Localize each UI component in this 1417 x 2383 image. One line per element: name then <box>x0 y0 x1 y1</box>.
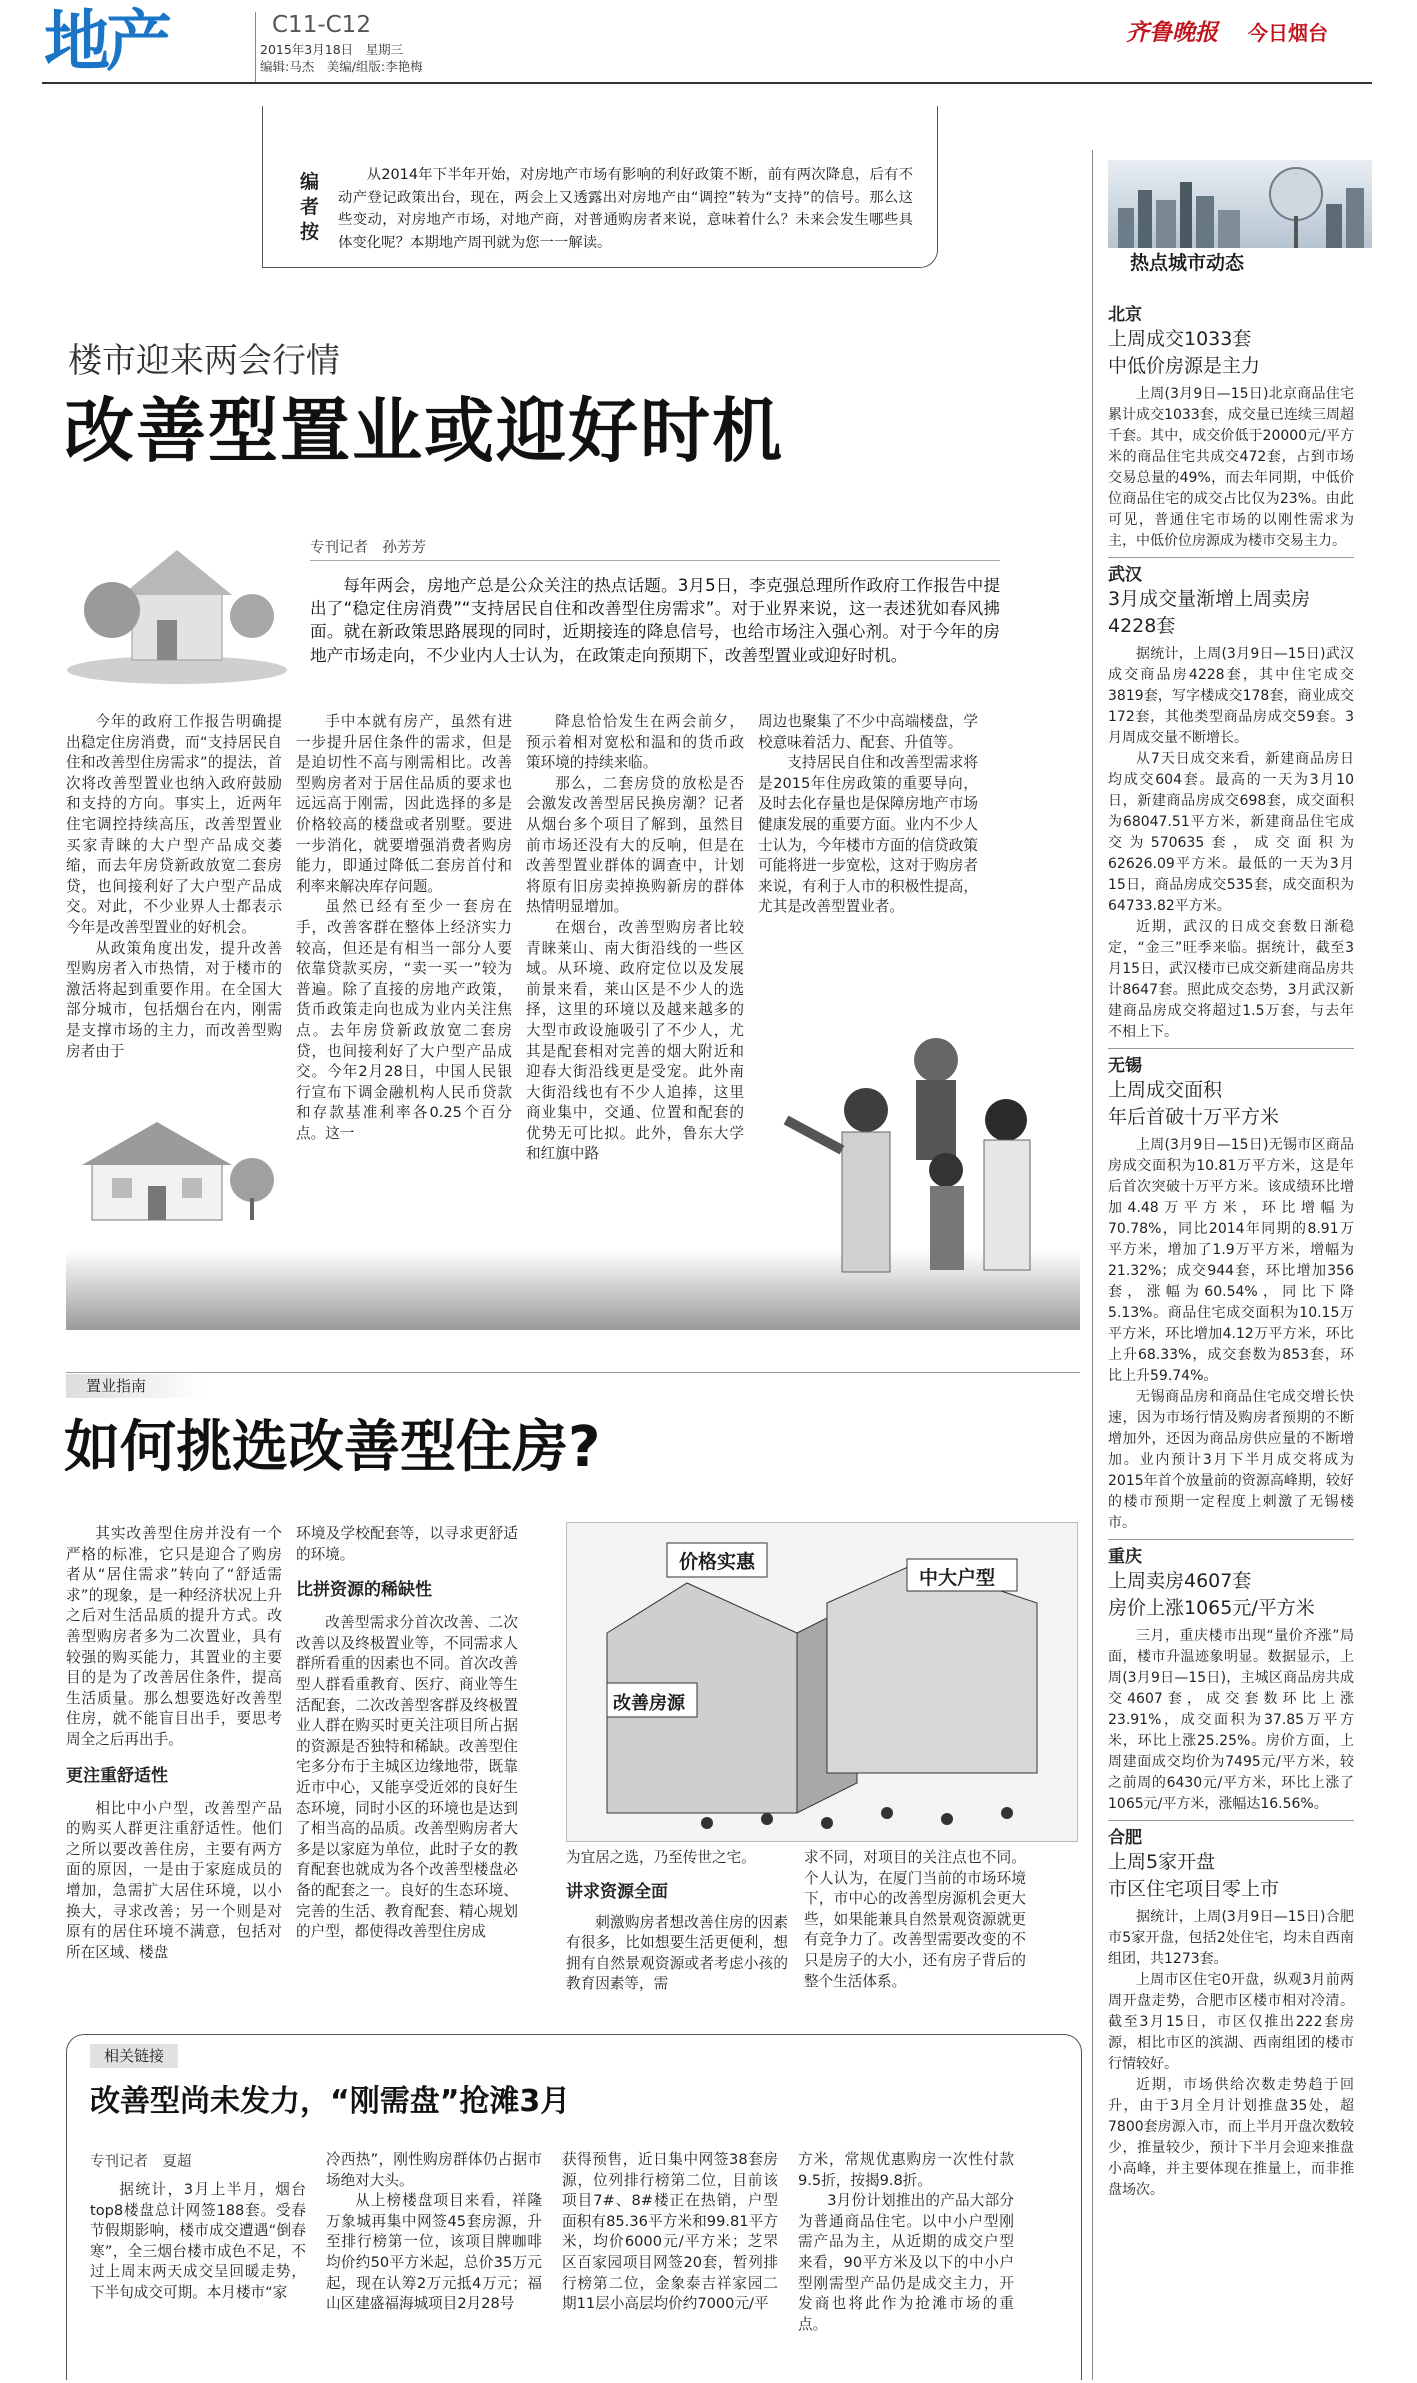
city-subheadline: 年后首破十万平方米 <box>1108 1106 1280 1128</box>
article3-paragraph: 据统计，3月上半月，烟台top8楼盘总计网签188套。受春节假期影响，楼市成交遭遇“倒春寒”，全三烟台楼市成色不足，不过上周末两天成交呈回暖走势，下半旬成交可期。本月楼市“家 <box>90 2181 306 2301</box>
article2-paragraph: 环境及学校配套等，以寻求更舒适的环境。 <box>296 1525 518 1563</box>
editor-note-text: 从2014年下半年开始，对房地产市场有影响的利好政策不断，前有两次降息，后有不动产登记政策出台，现在，两会上又透露出对房地产由“调控”转为“支持”的信号。那么这些变动，对房地产市场，对地产商，对普通购房者来说，意味着什么？未来会发生哪些具体变化呢？本期地产周刊就为您一一解读。 <box>338 167 913 251</box>
article1-family-image <box>66 1000 1080 1330</box>
article2-subheading: 更注重舒适性 <box>66 1765 168 1786</box>
city-headline: 上周5家开盘 <box>1108 1851 1216 1873</box>
article1-paragraph: 今年的政府工作报告明确提出稳定住房消费，而“支持居民自住和改善型住房需求”的提法，首次将改善型置业也纳入政府鼓励和支持的方向。事实上，近两年住宅调控持续高压，改善型置业买家青睐的大户型产品成交萎缩，而去年房贷新政放宽二套房贷，也间接利好了大户型产品成交。对此，不少业界人士都表示今年是改善型置业的好机会。 <box>66 713 282 936</box>
article3-column-2 <box>326 2150 542 2375</box>
city-paragraph: 上周市区住宅0开盘，纵观3月前两周开盘走势，合肥市区楼市相对冷清。截至3月15日，市区仅推出222套房源，相比市区的滨湖、西南组团的楼市行情较好。 <box>1108 1972 1354 2072</box>
article2-column-2 <box>296 1524 518 2014</box>
article1-headline: 改善型置业或迎好时机 <box>64 390 784 472</box>
illustration-label-price: 价格实惠 <box>679 1551 756 1573</box>
article2-headline: 如何挑选改善型住房? <box>64 1415 601 1480</box>
article3-byline: 专刊记者 夏超 <box>90 2154 192 2170</box>
city-separator <box>1108 557 1354 558</box>
article3-column-1 <box>90 2180 306 2375</box>
article3-paragraph: 从上榜楼盘项目来看，祥隆万象城再集中网签45套房源，升至排行榜第一位，该项目牌咖啡均价约50平方米起，总价35万元起，现在认筹2万元抵4万元；福山区建盛福海城项目2月28号 <box>326 2192 542 2313</box>
issue-date: 2015年3月18日 星期三 <box>260 42 404 57</box>
city-block-chongqing <box>1108 1546 1354 1815</box>
sidebar-divider <box>1092 150 1093 2380</box>
article2-paragraph: 相比中小户型，改善型产品的购买人群更注重舒适性。他们之所以要改善住房，主要有两方面的原因，一是由于家庭成员的增加，急需扩大居住环境，以小换大，寻求改善；另一个则是对原有的居住环境不满意，包括对所在区域、楼盘 <box>66 1799 282 1961</box>
city-headline: 3月成交量渐增上周卖房 <box>1108 588 1311 610</box>
city-paragraph: 近期，市场供给次数走势趋于回升，由于3月全月计划推盘35处，超7800套房源入市，而上半月开盘次数较少，推量较少，预计下半月会迎来推盘小高峰，并主要体现在推量上，而非推盘场次。 <box>1108 2077 1354 2198</box>
article2-subheading: 讲求资源全面 <box>566 1881 668 1902</box>
edition-name: 今日烟台 <box>1248 21 1328 45</box>
article1-paragraph: 降息恰恰发生在两会前夕，预示着相对宽松和温和的货币政策环境的持续来临。 <box>526 713 744 772</box>
city-headline: 上周成交1033套 <box>1108 328 1252 350</box>
article1-paragraph: 在烟台，改善型购房者比较青睐莱山、南大街沿线的一些区域。从环境、政府定位以及发展前景来看，莱山区是不少人的选择，这里的环境以及越来越多的大型市政设施吸引了不少人，尤其是配套相对完善的烟大附近和迎春大街沿线更是受宠。此外南大街沿线也有不少人追捧，这里商业集中，交通、位置和配套的优势无可比拟。此外，鲁东大学和红旗中路 <box>526 918 744 1163</box>
article1-lead: 每年两会，房地产总是公众关注的热点话题。3月5日，李克强总理所作政府工作报告中提出了“稳定住房消费”“支持居民自住和改善型住房需求”。对于业界来说，这一表述犹如春风拂面。就在新政策思路展现的同时，近期接连的降息信号，也给市场注入强心剂。对于今年的房地产市场走向，不少业内人士认为，在政策走向预期下，改善型置业或迎好时机。 <box>310 576 1000 665</box>
article2-paragraph: 其实改善型住房并没有一个严格的标准，它只是迎合了购房者从“居住需求”转向了“舒适需求”的现象，是一种经济状况上升之后对生活品质的提升方式。改善型购房者多为二次置业，具有较强的购买能力，其置业的主要目的是为了改善居住条件，提高生活质量。那么想要选好改善型住房，就不能盲目出手，要思考周全之后再出手。 <box>66 1525 282 1748</box>
city-subheadline: 4228套 <box>1108 615 1176 637</box>
city-name: 重庆 <box>1108 1547 1142 1567</box>
city-paragraph: 无锡商品房和商品住宅成交增长快速，因为市场行情及购房者预期的不断增加外，还因为商品房供应量的不断增加。业内预计3月下半月成交将成为2015年首个放量前的资源高峰期，较好的楼市预期一定程度上刺激了无锡楼市。 <box>1108 1389 1354 1531</box>
city-headline: 上周卖房4607套 <box>1108 1570 1252 1592</box>
city-block-wuhan <box>1108 564 1354 1043</box>
article1-paragraph: 周边也聚集了不少中高端楼盘，学校意味着活力、配套、升值等。 <box>758 713 978 751</box>
article3-paragraph: 方米，常规优惠购房一次性付款9.5折，按揭9.8折。 <box>798 2151 1014 2189</box>
city-paragraph: 据统计，上周(3月9日—15日)合肥市5家开盘，包括2处住宅，均未自西南组团，共1273套。 <box>1108 1909 1354 1967</box>
article2-paragraph: 求不同，对项目的关注点也不同。个人认为，在厦门当前的市场环境下，市中心的改善型房源机会更大些，如果能兼具自然景观资源就更有竞争力了。改善型需要改变的不只是房子的大小，还有房子背后的整个生活体系。 <box>804 1849 1026 1990</box>
article1-kicker: 楼市迎来两会行情 <box>68 341 340 381</box>
article3-paragraph: 冷西热”，刚性购房群体仍占据市场绝对大头。 <box>326 2151 542 2189</box>
article3-paragraph: 3月份计划推出的产品大部分为普通商品住宅。以中小户型刚需产品为主，从近期的成交户型来看，90平方米及以下的中小户型刚需型产品仍是成交主力，开发商也将此作为抢滩市场的重点。 <box>798 2192 1014 2333</box>
city-paragraph: 近期，武汉的日成交套数日渐稳定，“金三”旺季来临。据统计，截至3月15日，武汉楼市已成交新建商品房共计8647套。照此成交态势，3月武汉新建商品房成交将超过1.5万套，与去年不相上下。 <box>1108 919 1354 1040</box>
article2-paragraph: 改善型需求分首次改善、二次改善以及终极置业等，不同需求人群所看重的因素也不同。首次改善型人群看重教育、医疗、商业等生活配套，二次改善型客群及终极置业人群在购买时更关注项目所占据的资源是否独特和稀缺。改善型住宅多分布于主城区边缘地带，既靠近市中心，又能享受近郊的良好生态环境，同时小区的环境也是达到了相当高的品质。改善型购房者大多是以家庭为单位，此时子女的教育配套也就成为各个改善型楼盘必备的配套之一。良好的生态环境、完善的生活、教育配套、精心规划的户型，都使得改善型住房成 <box>296 1614 518 1941</box>
article1-paragraph: 那么，二套房贷的放松是否会激发改善型居民换房潮？记者从烟台多个项目了解到，虽然目前市场还没有大的反响，但是在改善型置业群体的调查中，计划将原有旧房卖掉换购新房的群体热情明显增加。 <box>526 774 744 916</box>
article3-column-4 <box>798 2150 1014 2375</box>
city-name: 无锡 <box>1108 1056 1142 1076</box>
article2-illustration <box>566 1522 1078 1842</box>
city-subheadline: 市区住宅项目零上市 <box>1108 1878 1280 1900</box>
city-name: 合肥 <box>1108 1828 1142 1848</box>
article2-subheading: 比拼资源的稀缺性 <box>296 1580 432 1601</box>
editor-credits: 编辑:马杰 美编/组版:李艳梅 <box>260 59 423 74</box>
article1-byline-rule <box>310 560 1000 561</box>
article3-column-3 <box>562 2150 778 2375</box>
sidebar-banner-image <box>1108 160 1372 248</box>
article3-kicker: 相关链接 <box>90 2044 178 2068</box>
city-headline: 上周成交面积 <box>1108 1079 1223 1101</box>
city-subheadline: 房价上涨1065元/平方米 <box>1108 1597 1315 1619</box>
illustration-label-units: 中大户型 <box>919 1567 996 1589</box>
article2-column-3 <box>566 1848 788 2018</box>
article1-paragraph: 支持居民自住和改善型需求将是2015年住房政策的重要导向，及时去化存量也是保障房地产市场健康发展的重要方面。业内不少人士认为，今年楼市方面的信贷政策可能将进一步宽松，这对于购房者来说，有利于人市的积极性提高，尤其是改善型置业者。 <box>758 754 978 916</box>
illustration-label-improve: 改善房源 <box>613 1693 685 1714</box>
section-logo: 地产 <box>44 3 168 80</box>
sidebar-banner-title: 热点城市动态 <box>1130 252 1245 274</box>
page-range: C11-C12 <box>272 12 371 38</box>
city-paragraph: 上周(3月9日—15日)无锡市区商品房成交面积为10.81万平方米，这是年后首次突破十万平方米。该成绩环比增加4.48万平方米，环比增幅为70.78%，同比2014年同期的8.91万平方米，增加了1.9万平方米，增幅为21.32%；成交944套，环比增加356套，涨幅为60.54%，同比下降5.13%。商品住宅成交面积为10.15万平方米，环比增加4.12万平方米，环比上升68.33%，成交套数为853套，环比上升59.74%。 <box>1108 1137 1354 1384</box>
city-separator <box>1108 1048 1354 1049</box>
editor-note-label: 编者按 <box>300 171 320 243</box>
city-paragraph: 三月，重庆楼市出现“量价齐涨”局面，楼市升温迹象明显。数据显示，上周(3月9日—15日)，主城区商品房共成交4607套，成交套数环比上涨23.91%，成交面积为37.85万平方米，环比上涨25.25%。房价方面，上周建面成交均价为7495元/平方米，较之前周的6430元/平方米，环比上涨了1065元/平方米，涨幅达16.56%。 <box>1108 1628 1354 1812</box>
city-paragraph: 从7天日成交来看，新建商品房日均成交604套。最高的一天为3月10日，新建商品房成交698套，成交面积为68047.51平方米，新建商品住宅成交为570635套，成交面积为62626.09平方米。最低的一天为3月15日，商品房成交535套，成交面积为64733.82平方米。 <box>1108 751 1354 914</box>
city-block-wuxi <box>1108 1055 1354 1534</box>
article2-kicker: 置业指南 <box>66 1374 206 1398</box>
article2-column-1 <box>66 1524 282 2014</box>
article2-paragraph: 为宜居之选，乃至传世之宅。 <box>566 1849 756 1866</box>
article1-column-4 <box>758 712 978 982</box>
article2-kicker-rule <box>66 1372 1080 1373</box>
masthead-hairline <box>255 12 256 82</box>
sidebar-city-list <box>1108 298 1354 2201</box>
masthead-rule <box>42 82 1372 84</box>
city-name: 武汉 <box>1108 565 1142 585</box>
city-separator <box>1108 1539 1354 1540</box>
article1-paragraph: 虽然已经有至少一套房在手，改善客群在整体上经济实力较高，但还是有相当一部分人要依靠贷款买房，“卖一买一”较为普遍。除了直接的房地产政策，货币政策走向也成为业内关注焦点。去年房贷新政放宽二套房贷，也间接利好了大户型产品成交。今年2月28日，中国人民银行宣布下调金融机构人民币贷款和存款基准利率各0.25个百分点。这一 <box>296 898 512 1142</box>
city-paragraph: 上周(3月9日—15日)北京商品住宅累计成交1033套，成交量已连续三周超千套。其中，成交价低于20000元/平方米的商品住宅共成交472套，占到市场交易总量的49%，而去年同期，中低价位商品住宅的成交占比仅为23%。由此可见，普通住宅市场的以刚性需求为主，中低价位房源成为楼市交易主力。 <box>1108 386 1354 549</box>
article3-headline: 改善型尚未发力，“刚需盘”抢滩3月 <box>90 2084 571 2119</box>
paper-logo: 齐鲁晚报 <box>1126 19 1218 46</box>
city-name: 北京 <box>1108 305 1142 325</box>
city-block-beijing <box>1108 304 1354 552</box>
article3-paragraph: 获得预售，近日集中网签38套房源，位列排行榜第二位，目前该项目7#、8#楼正在热销，户型面积有85.36平方米和99.81平方米，均价6000元/平方米；芝罘区百家园项目网签20套，暂列排行榜第二位，金象泰吉祥家园二期11层小高层均价约7000元/平 <box>562 2151 778 2313</box>
city-paragraph: 据统计，上周(3月9日—15日)武汉成交商品房4228套，其中住宅成交3819套，写字楼成交178套，商业成交172套，其他类型商品房成交59套。3月周成交量不断增长。 <box>1108 646 1354 746</box>
article1-hero-image <box>62 520 292 690</box>
article2-column-4 <box>804 1848 1026 2018</box>
article1-paragraph: 手中本就有房产，虽然有进一步提升居住条件的需求，但是是迫切性不高与刚需相比。改善型购房者对于居住品质的要求也远远高于刚需，因此选择的多是价格较高的楼盘或者别墅。要进一步消化，就要增强消费者购房能力，即通过降低二套房首付和利率来解决库存问题。 <box>296 713 512 895</box>
article1-paragraph: 从政策角度出发，提升改善型购房者入市热情，对于楼市的激活将起到重要作用。在全国大部分城市，包括烟台在内，刚需是支撑市场的主力，而改善型购房者由于 <box>66 939 282 1060</box>
article1-byline: 专刊记者 孙芳芳 <box>310 540 426 556</box>
article2-paragraph: 刺激购房者想改善住房的因素有很多，比如想要生活更便利，想拥有自然景观资源或者考虑小孩的教育因素等，需 <box>566 1913 788 1993</box>
city-block-hefei <box>1108 1827 1354 2201</box>
city-subheadline: 中低价房源是主力 <box>1108 355 1261 377</box>
city-separator <box>1108 1820 1354 1821</box>
